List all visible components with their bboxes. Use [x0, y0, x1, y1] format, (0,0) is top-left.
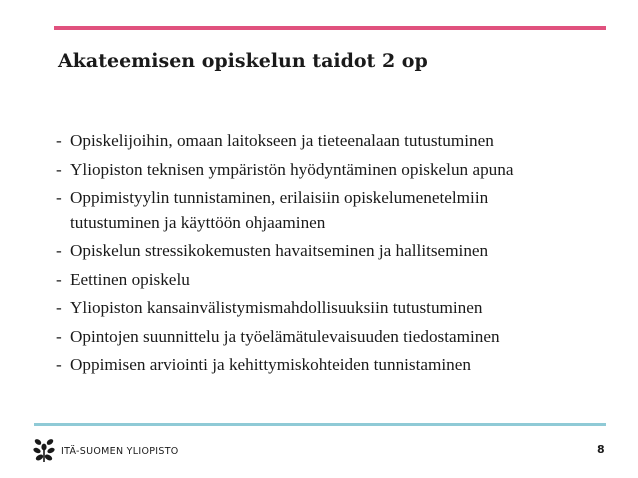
- bullet-text-continued: tutustuminen ja käyttöön ohjaaminen: [70, 212, 326, 232]
- bottom-accent-rule: [34, 423, 606, 426]
- top-accent-rule: [54, 26, 606, 30]
- list-item: [56, 158, 634, 183]
- bullet-text: Opiskelun stressikokemusten havaitseminen ja hallitseminen: [70, 241, 489, 260]
- university-name: ITÄ-SUOMEN YLIOPISTO: [61, 446, 179, 457]
- list-item: [56, 353, 634, 378]
- bullet-dash: -: [56, 269, 62, 289]
- leaf-logo-icon: [33, 437, 55, 463]
- bullet-dash: -: [56, 355, 62, 374]
- list-item: [56, 186, 634, 235]
- bullet-dash: -: [56, 241, 62, 260]
- list-item: [56, 239, 634, 264]
- bullet-text: Yliopiston kansainvälistymismahdollisuuksiin tutustuminen: [70, 298, 483, 317]
- list-item: [56, 268, 634, 293]
- bullet-text: Yliopiston teknisen ympäristön hyödyntäminen opiskelun apuna: [70, 159, 514, 179]
- slide-title: Akateemisen opiskelun taidot 2 op: [58, 50, 428, 72]
- list-item: [56, 325, 634, 350]
- bullet-dash: -: [56, 298, 62, 317]
- list-item: [56, 129, 634, 154]
- page-number: 8: [597, 443, 605, 456]
- list-item: [56, 296, 634, 321]
- bullet-list: [56, 129, 634, 382]
- bullet-dash: -: [56, 188, 62, 207]
- bullet-text: Oppimisen arviointi ja kehittymiskohteiden tunnistaminen: [70, 355, 471, 374]
- bullet-text: Opiskelijoihin, omaan laitokseen ja tieteenalaan tutustuminen: [70, 131, 494, 150]
- bullet-text: Eettinen opiskelu: [70, 269, 190, 289]
- bullet-text: Opintojen suunnittelu ja työelämätulevaisuuden tiedostaminen: [70, 326, 500, 346]
- bullet-text: Oppimistyylin tunnistaminen, erilaisiin opiskelumenetelmiin: [70, 188, 489, 207]
- bullet-dash: -: [56, 326, 62, 346]
- bullet-dash: -: [56, 159, 62, 179]
- bullet-dash: -: [56, 131, 62, 150]
